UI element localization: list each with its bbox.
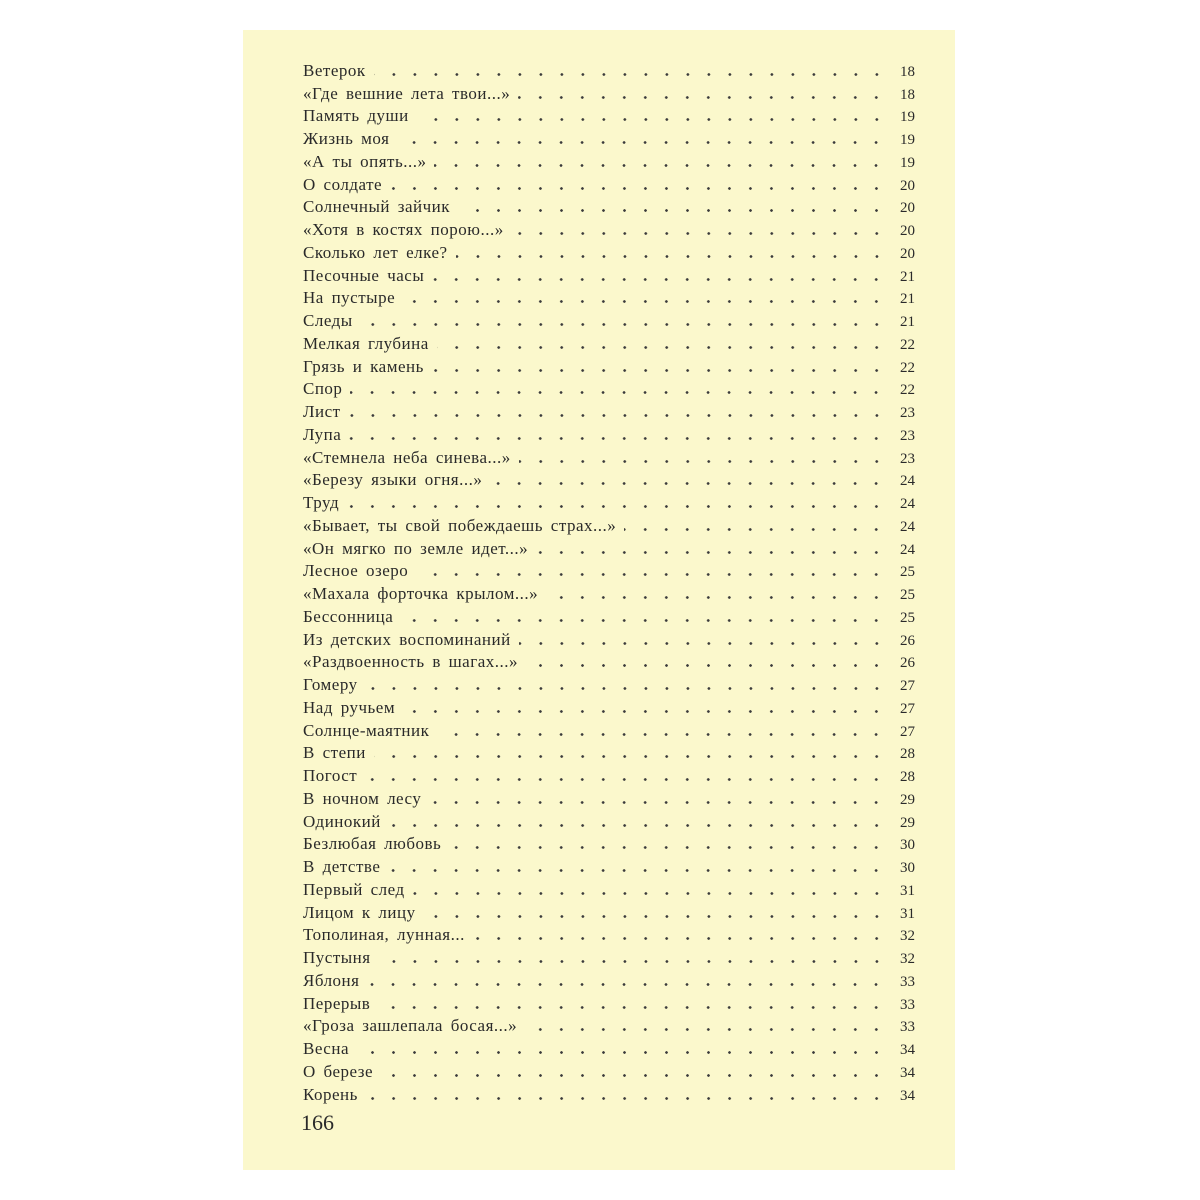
dot-leader <box>518 96 887 99</box>
toc-entry-title: Сколько лет елке? <box>303 242 448 262</box>
toc-entry-title: Бессонница <box>303 606 394 626</box>
toc-entry-page: 32 <box>900 951 915 967</box>
toc-entry <box>303 1082 915 1105</box>
toc-entry <box>303 1036 915 1059</box>
toc-entry-page: 28 <box>900 746 915 763</box>
toc-entry <box>303 763 915 786</box>
toc-entry-page: 33 <box>900 973 915 990</box>
toc-entry-page: 24 <box>900 496 915 512</box>
toc-entry <box>303 945 915 968</box>
toc-entry-page: 30 <box>900 837 915 854</box>
toc-entry-title: Перерыв <box>303 993 371 1013</box>
toc-entry <box>303 104 915 127</box>
toc-entry <box>303 468 915 491</box>
dot-leader <box>366 687 887 690</box>
toc-entry-page: 23 <box>900 405 915 421</box>
dot-leader <box>424 915 887 918</box>
toc-entry <box>303 445 915 468</box>
toc-entry-page: 21 <box>900 268 915 285</box>
dot-leader <box>361 323 887 326</box>
toc-entry-page: 34 <box>900 1042 915 1058</box>
toc-entry <box>303 627 915 650</box>
dot-leader <box>525 1028 887 1031</box>
dot-leader <box>389 824 887 827</box>
toc-entry-page: 34 <box>900 1064 915 1081</box>
toc-entry <box>303 923 915 946</box>
toc-entry-page: 21 <box>900 314 915 330</box>
toc-entry <box>303 331 915 354</box>
toc-entry-title: «Хотя в костях порою...» <box>303 220 504 239</box>
toc-entry <box>303 559 915 582</box>
dot-leader <box>624 528 887 531</box>
toc-entry <box>303 354 915 377</box>
toc-entry <box>303 968 915 991</box>
toc-entry <box>303 786 915 809</box>
toc-entry-title: Весна <box>303 1039 349 1058</box>
toc-entry <box>303 877 915 900</box>
toc-entry-title: «Махала форточка крылом...» <box>303 584 539 603</box>
toc-entry-title: Корень <box>303 1084 358 1104</box>
dot-leader <box>397 141 887 144</box>
dot-leader <box>349 437 887 440</box>
toc-entry-page: 19 <box>900 109 915 126</box>
toc-entry-page: 19 <box>900 132 915 148</box>
toc-entry-title: Пустыня <box>303 948 371 967</box>
toc-entry <box>303 308 915 331</box>
toc-entry <box>303 536 915 559</box>
toc-entry <box>303 422 915 445</box>
toc-entry-page: 27 <box>900 723 915 740</box>
toc-entry-page: 24 <box>900 473 915 490</box>
toc-entry <box>303 217 915 240</box>
book-page <box>243 30 955 1170</box>
toc-entry-page: 18 <box>900 63 915 80</box>
toc-entry-page: 27 <box>900 700 915 717</box>
toc-entry <box>303 126 915 149</box>
toc-entry-title: Песочные часы <box>303 265 425 285</box>
dot-leader <box>347 505 887 508</box>
toc-entry-page: 29 <box>900 791 915 808</box>
toc-entry-title: Жизнь моя <box>303 129 390 148</box>
toc-entry <box>303 490 915 513</box>
toc-entry <box>303 263 915 286</box>
toc-entry <box>303 240 915 263</box>
toc-entry-page: 20 <box>900 177 915 194</box>
toc-entry-page: 34 <box>900 1087 915 1104</box>
toc-entry-title: Мелкая глубина <box>303 333 429 353</box>
toc-entry-page: 25 <box>900 609 915 626</box>
toc-entry-title: «Стемнела неба синева...» <box>303 447 511 467</box>
dot-leader <box>366 1097 887 1100</box>
toc-entry <box>303 809 915 832</box>
toc-entry-title: Гомеру <box>303 675 358 694</box>
dot-leader <box>403 300 887 303</box>
dot-leader <box>458 209 887 212</box>
toc-entry <box>303 1014 915 1037</box>
toc-entry-title: Лицом к лицу <box>303 902 416 922</box>
toc-entry-title: Безлюбая любовь <box>303 834 442 854</box>
dot-leader <box>449 846 887 849</box>
dot-leader <box>401 619 887 622</box>
toc-entry-page: 24 <box>900 541 915 558</box>
toc-entry-page: 23 <box>900 450 915 467</box>
dot-leader <box>546 596 887 599</box>
toc-entry-title: Грязь и камень <box>303 356 424 376</box>
dot-leader <box>417 118 887 121</box>
toc-entry-title: В детстве <box>303 857 381 876</box>
toc-entry <box>303 195 915 218</box>
toc-entry-page: 31 <box>900 882 915 899</box>
toc-entry-page: 20 <box>900 245 915 262</box>
toc-entry-title: «А ты опять...» <box>303 151 427 171</box>
dot-leader <box>526 664 887 667</box>
toc-entry <box>303 900 915 923</box>
toc-entry-page: 31 <box>900 905 915 922</box>
dot-leader <box>357 1051 887 1054</box>
toc-entry <box>303 172 915 195</box>
toc-entry <box>303 672 915 695</box>
toc-entry-title: «Где вешние лета твои...» <box>303 83 511 103</box>
dot-leader <box>519 642 887 645</box>
toc-entry <box>303 399 915 422</box>
toc-entry-title: Память души <box>303 106 409 126</box>
dot-leader <box>490 482 887 485</box>
toc-entry-page: 22 <box>900 359 915 376</box>
toc-entry <box>303 149 915 172</box>
toc-entry-page: 24 <box>900 518 915 535</box>
dot-leader <box>381 1074 887 1077</box>
dot-leader <box>365 778 887 781</box>
toc-entry-title: В ночном лесу <box>303 788 422 808</box>
toc-entry-title: Труд <box>303 493 340 512</box>
toc-entry <box>303 741 915 764</box>
toc-entry <box>303 854 915 877</box>
toc-entry <box>303 650 915 673</box>
toc-entry-page: 33 <box>900 1019 915 1036</box>
toc-entry-title: Ветерок <box>303 60 366 80</box>
toc-entry-title: Лупа <box>303 424 342 444</box>
toc-entry-title: Над ручьем <box>303 697 396 717</box>
toc-entry-page: 25 <box>900 564 915 581</box>
toc-entry-page: 26 <box>900 632 915 649</box>
dot-leader <box>374 73 887 76</box>
dot-leader <box>437 733 887 736</box>
dot-leader <box>416 573 887 576</box>
toc-entry-title: В степи <box>303 743 366 763</box>
toc-entry-title: «Раздвоенность в шагах...» <box>303 652 518 672</box>
dot-leader <box>413 892 887 895</box>
toc-entry-title: Лист <box>303 402 341 421</box>
toc-entry-title: Первый след <box>303 879 405 899</box>
toc-entry <box>303 581 915 604</box>
toc-entry-title: Следы <box>303 311 353 330</box>
toc-entry-title: «Березу языки огня...» <box>303 470 483 490</box>
toc-entry-page: 29 <box>900 814 915 831</box>
dot-leader <box>536 551 887 554</box>
toc-entry-title: «Бывает, ты свой побеждаешь страх...» <box>303 515 617 535</box>
toc-entry-page: 28 <box>900 769 915 785</box>
toc-entry-title: На пустыре <box>303 288 396 308</box>
toc-entry-title: Солнце-маятник <box>303 720 430 740</box>
table-of-contents <box>303 58 915 1105</box>
toc-entry <box>303 513 915 536</box>
toc-entry-page: 26 <box>900 655 915 672</box>
toc-entry-page: 20 <box>900 200 915 217</box>
toc-entry-title: Солнечный зайчик <box>303 197 450 217</box>
toc-entry <box>303 718 915 741</box>
dot-leader <box>390 187 887 190</box>
toc-entry-title: О березе <box>303 1061 374 1081</box>
toc-entry-title: О солдате <box>303 174 383 194</box>
dot-leader <box>379 960 887 963</box>
dot-leader <box>432 369 887 372</box>
dot-leader <box>456 255 887 258</box>
toc-entry-page: 21 <box>900 291 915 308</box>
page-number: 166 <box>301 1110 334 1135</box>
dot-leader <box>374 755 887 758</box>
toc-entry-page: 22 <box>900 382 915 399</box>
toc-entry-page: 23 <box>900 427 915 444</box>
toc-entry-title: Из детских воспоминаний <box>303 629 511 649</box>
toc-entry-title: Лесное озеро <box>303 561 409 581</box>
dot-leader <box>434 164 887 167</box>
toc-entry-title: Яблоня <box>303 970 360 990</box>
toc-entry-page: 25 <box>900 587 915 603</box>
toc-entry-title: «Гроза зашлепала босая...» <box>303 1016 518 1036</box>
dot-leader <box>350 391 887 394</box>
toc-entry-page: 18 <box>900 86 915 103</box>
dot-leader <box>349 414 887 417</box>
toc-entry-title: «Он мягко по земле идет...» <box>303 538 529 558</box>
dot-leader <box>432 278 887 281</box>
toc-entry <box>303 377 915 400</box>
toc-entry-page: 30 <box>900 860 915 876</box>
toc-entry <box>303 604 915 627</box>
dot-leader <box>512 232 887 235</box>
toc-entry-page: 19 <box>900 154 915 171</box>
dot-leader <box>429 801 887 804</box>
dot-leader <box>473 937 887 940</box>
toc-entry-page: 22 <box>900 336 915 353</box>
dot-leader <box>367 983 887 986</box>
toc-entry-page: 32 <box>900 928 915 945</box>
toc-entry <box>303 832 915 855</box>
toc-entry-page: 20 <box>900 223 915 239</box>
toc-entry-title: Спор <box>303 379 343 399</box>
dot-leader <box>403 710 887 713</box>
toc-entry <box>303 58 915 81</box>
toc-entry-title: Тополиная, лунная... <box>303 925 465 945</box>
toc-entry <box>303 1059 915 1082</box>
toc-entry-title: Погост <box>303 766 358 785</box>
toc-entry-page: 27 <box>900 678 915 694</box>
dot-leader <box>388 869 887 872</box>
dot-leader <box>437 346 887 349</box>
toc-entry <box>303 286 915 309</box>
toc-entry-page: 33 <box>900 996 915 1013</box>
dot-leader <box>378 1006 887 1009</box>
toc-entry <box>303 81 915 104</box>
toc-entry-title: Одинокий <box>303 811 381 831</box>
toc-entry <box>303 695 915 718</box>
dot-leader <box>519 460 887 463</box>
toc-entry <box>303 991 915 1014</box>
